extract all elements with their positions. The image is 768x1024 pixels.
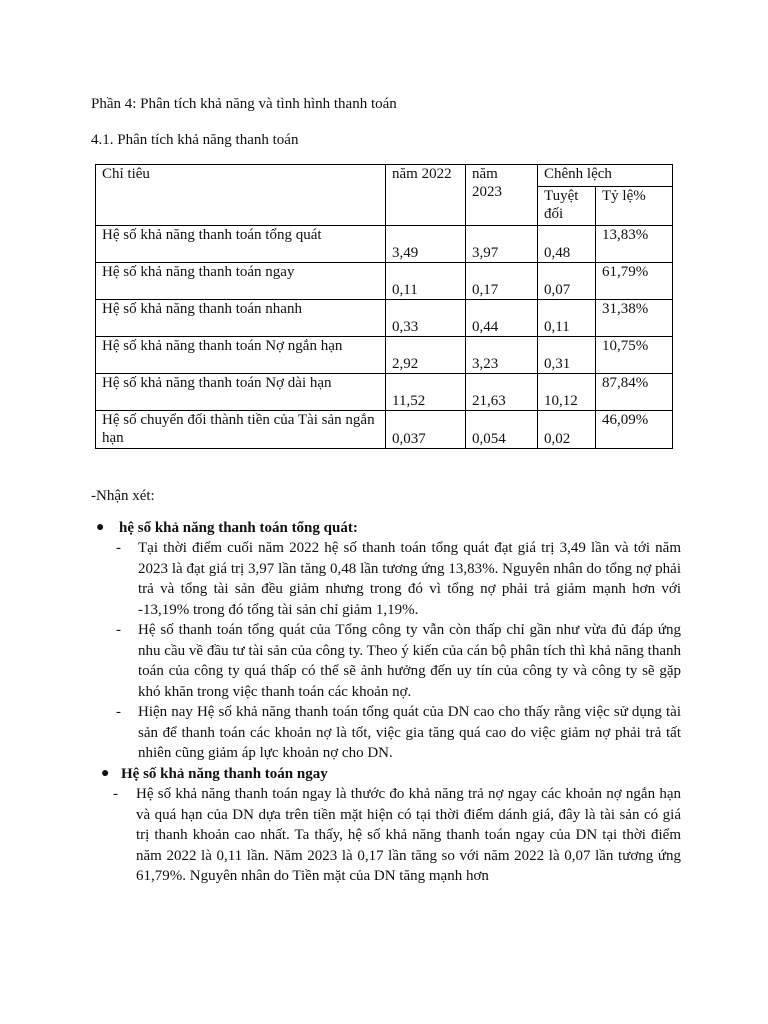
row-name: Hệ số khả năng thanh toán tổng quát xyxy=(96,226,386,263)
bullet-dot-icon: ● xyxy=(96,519,105,535)
row-value-2022: 0,33 xyxy=(386,300,466,337)
header-year-2023: năm 2023 xyxy=(466,165,538,226)
table-header-row xyxy=(96,165,673,187)
header-absolute: Tuyệt đối xyxy=(538,187,596,226)
row-name: Hệ số khả năng thanh toán Nợ ngắn hạn xyxy=(96,337,386,374)
row-value-2023: 21,63 xyxy=(466,374,538,411)
row-value-2022: 11,52 xyxy=(386,374,466,411)
list-item xyxy=(91,538,681,620)
table-row xyxy=(96,337,673,374)
row-name: Hệ số chuyển đổi thành tiền của Tài sản ngắn hạn xyxy=(96,411,386,449)
bullet-title: Hệ số khả năng thanh toán ngay xyxy=(121,765,328,782)
row-value-2022: 0,11 xyxy=(386,263,466,300)
table-row xyxy=(96,411,673,449)
list-item xyxy=(91,620,681,702)
row-value-2023: 0,17 xyxy=(466,263,538,300)
row-absolute: 0,07 xyxy=(538,263,596,300)
header-difference: Chênh lệch xyxy=(538,165,673,187)
row-name: Hệ số khả năng thanh toán Nợ dài hạn xyxy=(96,374,386,411)
dash-icon: - xyxy=(113,786,118,802)
list-item-text: Hiện nay Hệ số khả năng thanh toán tổng quát của DN cao cho thấy rằng việc sử dụng tài sản để thanh toán các khoản nợ là tốt, việc gia tăng quá cao do việc giảm nợ phải trả tất nhiên cũng giảm áp lực khoản nợ cho DN. xyxy=(138,704,681,761)
row-value-2023: 0,054 xyxy=(466,411,538,449)
header-year-2022: năm 2022 xyxy=(386,165,466,226)
table-row xyxy=(96,300,673,337)
row-ratio: 87,84% xyxy=(596,374,673,411)
list-item-text: Tại thời điểm cuối năm 2022 hệ số thanh toán tổng quát đạt giá trị 3,49 lần và tới năm 2023 là đạt giá trị 3,97 lần tăng 0,48 lần tương ứng 13,83%. Nguyên nhân do tổng nợ phải trả và tổng tài sản đều giảm nhưng trong đó vì tổng nợ phải trả giảm mạnh hơn với -13,19% trong đó tổng tài sản chỉ giảm 1,19%. xyxy=(138,540,681,618)
header-indicator: Chỉ tiêu xyxy=(96,165,386,226)
row-value-2022: 3,49 xyxy=(386,226,466,263)
list-item xyxy=(91,784,681,887)
row-ratio: 46,09% xyxy=(596,411,673,449)
bullet-immediate-solvency xyxy=(91,764,681,785)
row-value-2023: 3,23 xyxy=(466,337,538,374)
dash-icon: - xyxy=(116,540,121,556)
bullet-dot-icon: ● xyxy=(101,765,110,781)
header-ratio: Tỷ lệ% xyxy=(596,187,673,226)
row-value-2022: 0,037 xyxy=(386,411,466,449)
section-heading: Phần 4: Phân tích khả năng và tình hình thanh toán xyxy=(91,96,397,112)
row-ratio: 31,38% xyxy=(596,300,673,337)
row-absolute: 0,11 xyxy=(538,300,596,337)
row-name: Hệ số khả năng thanh toán nhanh xyxy=(96,300,386,337)
row-absolute: 10,12 xyxy=(538,374,596,411)
subsection-heading: 4.1. Phân tích khả năng thanh toán xyxy=(91,132,299,148)
row-absolute: 0,48 xyxy=(538,226,596,263)
list-item-text: Hệ số khả năng thanh toán ngay là thước đo khả năng trả nợ ngay các khoản nợ ngắn hạn và quá hạn của DN dựa trên tiền mặt hiện có tại thời điểm dánh giá, đây là tài sản có giá trị thanh khoản cao nhất. Ta thấy, hệ số khả năng thanh toán ngay của DN tại thời điểm năm 2022 là 0,11 lần. Năm 2023 là 0,17 lần tăng so với năm 2022 là 0,07 lần tương ứng 61,79%. Nguyên nhân do Tiền mặt của DN tăng mạnh hơn xyxy=(136,786,681,884)
dash-icon: - xyxy=(116,704,121,720)
table-row xyxy=(96,374,673,411)
table-row xyxy=(96,226,673,263)
remarks-section xyxy=(91,486,681,887)
dash-icon: - xyxy=(116,622,121,638)
table-row xyxy=(96,263,673,300)
bullet-general-solvency xyxy=(91,518,681,539)
row-value-2022: 2,92 xyxy=(386,337,466,374)
row-ratio: 10,75% xyxy=(596,337,673,374)
row-value-2023: 3,97 xyxy=(466,226,538,263)
row-value-2023: 0,44 xyxy=(466,300,538,337)
row-ratio: 13,83% xyxy=(596,226,673,263)
remarks-label: -Nhận xét: xyxy=(91,488,155,504)
row-absolute: 0,31 xyxy=(538,337,596,374)
bullet-title: hệ số khả năng thanh toán tổng quát: xyxy=(119,519,358,536)
list-item-text: Hệ số thanh toán tổng quát của Tổng công ty vẫn còn thấp chỉ gần như vừa đủ đáp ứng nhu cầu về đầu tư tài sản của công ty. Theo ý kiến của cán bộ phân tích thì khả năng thanh toán của công ty quá thấp có thể sẽ ảnh hưởng đến uy tín của công ty và công ty sẽ gặp khó khăn trong việc thanh toán các khoản nợ. xyxy=(138,622,681,700)
row-absolute: 0,02 xyxy=(538,411,596,449)
solvency-table xyxy=(95,164,673,449)
list-item xyxy=(91,702,681,764)
row-ratio: 61,79% xyxy=(596,263,673,300)
row-name: Hệ số khả năng thanh toán ngay xyxy=(96,263,386,300)
